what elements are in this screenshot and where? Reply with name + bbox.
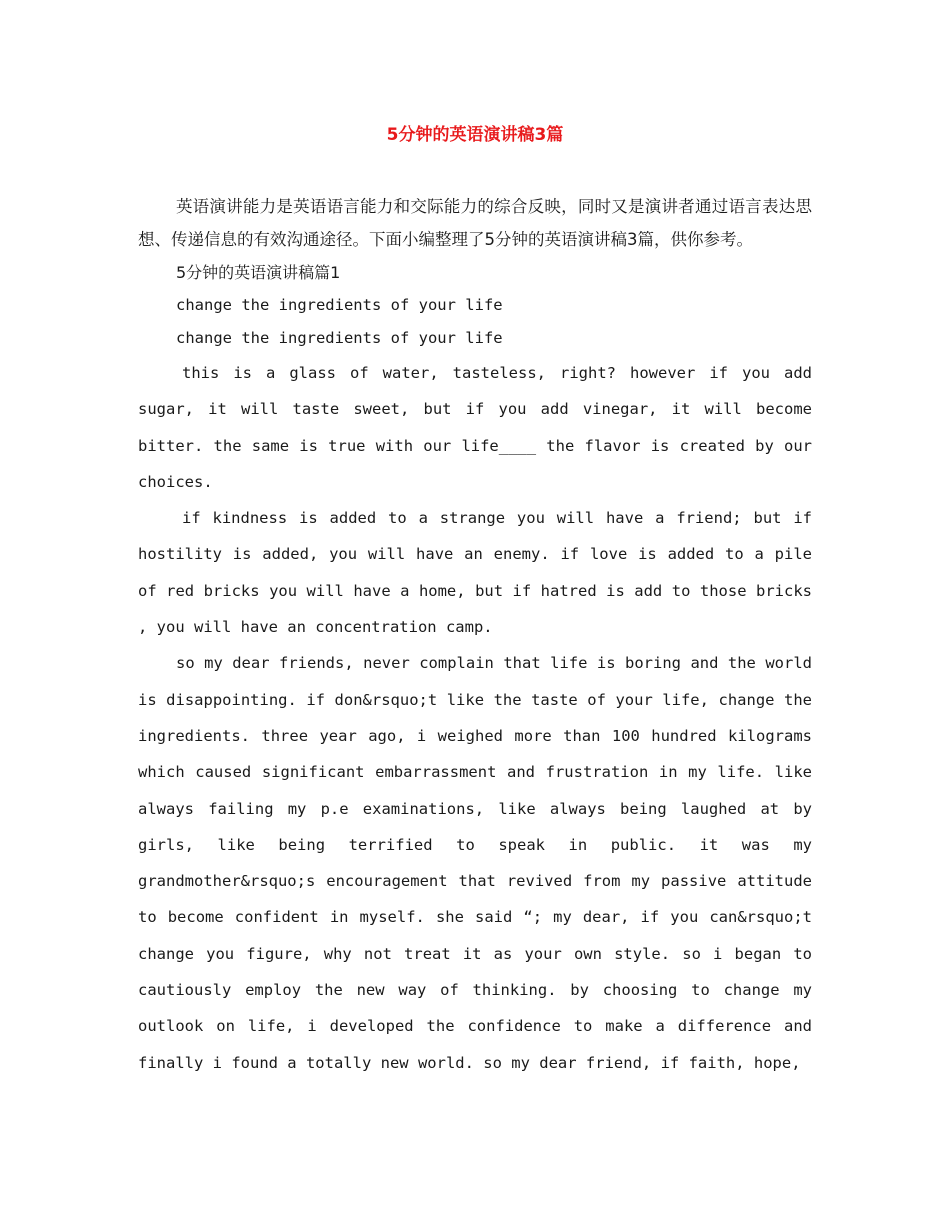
section-heading: 5分钟的英语演讲稿篇1 xyxy=(176,263,341,282)
speech-title: change the ingredients of your life xyxy=(176,296,503,314)
document-body xyxy=(138,190,812,1081)
speech-paragraph: if kindness is added to a strange you will have a friend; but if hostility is added, you will have an enemy. if love is added to a pile of red bricks you will have a home, but if hatred is add to those bricks , you will have an concentration camp. xyxy=(138,509,812,637)
speech-paragraph: this is a glass of water, tasteless, right? however if you add sugar, it will taste sweet, but if you add vinegar, it will become bitter. the same is true with our life____ the flavor is created by our choices. xyxy=(138,364,812,491)
speech-paragraph: so my dear friends, never complain that life is boring and the world is disappointing. if don&rsquo;t like the taste of your life, change the ingredients. three year ago, i weighed more than 100 hundred kilograms which caused significant embarrassment and frustration in my life. like always failing my p.e examinations, like always being laughed at by girls, like being terrified to speak in public. it was my grandmother&rsquo;s encouragement that revived from my passive attitude to become confident in myself. she said “; my dear, if you can&rsquo;t change you figure, why not treat it as your own style. so i began to cautiously employ the new way of thinking. by choosing to change my outlook on life, i developed the confidence to make a difference and finally i found a totally new world. so my dear friend, if faith, hope, xyxy=(138,654,812,1072)
intro-paragraph: 英语演讲能力是英语语言能力和交际能力的综合反映，同时又是演讲者通过语言表达思想、传递信息的有效沟通途径。下面小编整理了5分钟的英语演讲稿3篇，供你参考。 xyxy=(138,197,812,249)
speech-title-repeat: change the ingredients of your life xyxy=(176,329,503,347)
document-title: 5分钟的英语演讲稿3篇 xyxy=(386,125,564,145)
